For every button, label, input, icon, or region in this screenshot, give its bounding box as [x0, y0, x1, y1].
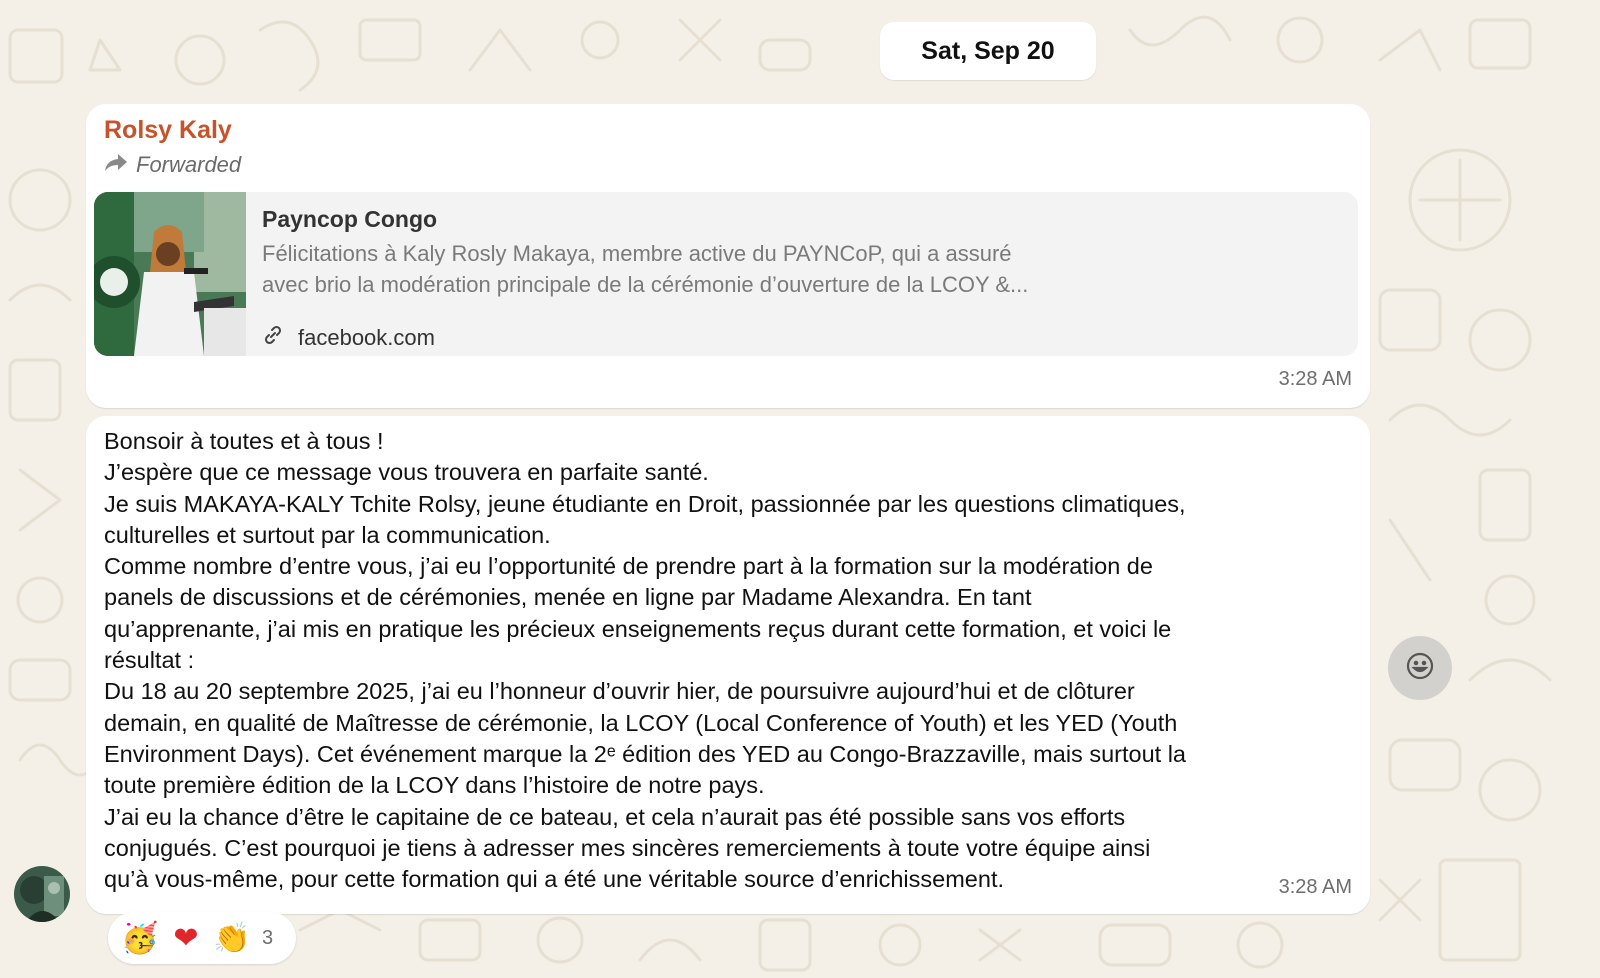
message-timestamp: 3:28 AM	[1278, 368, 1352, 390]
link-preview-card[interactable]	[94, 192, 1358, 356]
message-line: Environment Days). Cet événement marque la 2ᵉ édition des YED au Congo-Brazzaville, mais surtout la	[104, 740, 1186, 767]
message-line: J’espère que ce message vous trouvera en parfaite santé.	[104, 459, 709, 486]
message-bubble-forwarded[interactable]	[86, 104, 1370, 408]
sender-name[interactable]: Rolsy Kaly	[104, 116, 232, 144]
message-line: conjugués. C’est pourquoi je tiens à adresser mes sincères remerciements à toute votre équipe ainsi	[104, 834, 1151, 861]
forwarded-label	[104, 152, 241, 178]
link-preview-thumbnail	[94, 192, 246, 356]
forwarded-text: Forwarded	[136, 152, 242, 177]
message-line: Je suis MAKAYA-KALY Tchite Rolsy, jeune étudiante en Droit, passionnée par les questions climatiques,	[104, 490, 1186, 517]
message-line: qu’apprenante, j’ai mis en pratique les précieux enseignements reçus durant cette formation, et voici le	[104, 615, 1172, 642]
message-line: Comme nombre d’entre vous, j’ai eu l’opportunité de prendre part à la formation sur la modération de	[104, 553, 1153, 580]
forward-arrow-icon	[104, 152, 128, 178]
message-line: toute première édition de la LCOY dans l’histoire de notre pays.	[104, 772, 765, 799]
message-line: Du 18 au 20 septembre 2025, j’ai eu l’honneur d’ouvrir hier, de poursuivre aujourd’hui et de clôturer	[104, 678, 1135, 705]
sender-avatar[interactable]	[14, 866, 70, 922]
reaction-count: 3	[262, 926, 274, 949]
link-description-line: avec brio la modération principale de la cérémonie d’ouverture de la LCOY &...	[262, 272, 1029, 297]
party-face-reaction: 🥳	[121, 920, 159, 956]
date-separator: Sat, Sep 20	[880, 22, 1096, 80]
message-line: résultat :	[104, 647, 195, 674]
link-description-line: Félicitations à Kaly Rosly Makaya, membre active du PAYNCoP, qui a assuré	[262, 241, 1012, 266]
message-line: qu’à vous-même, pour cette formation qui a été une véritable source d’enrichissement.	[104, 866, 1004, 893]
link-icon	[262, 324, 284, 352]
message-line: panels de discussions et de cérémonies, menée en ligne par Madame Alexandra. En tant	[104, 584, 1032, 611]
message-bubble-text[interactable]	[86, 416, 1370, 914]
clapping-hands-reaction: 👏	[213, 920, 251, 956]
message-text	[104, 426, 1186, 895]
message-timestamp: 3:28 AM	[1278, 876, 1352, 898]
link-preview-domain-row[interactable]	[262, 324, 435, 352]
message-line: J’ai eu la chance d’être le capitaine de ce bateau, et cela n’aurait pas été possible sans vos efforts	[104, 803, 1126, 830]
message-line: Bonsoir à toutes et à tous !	[104, 428, 384, 454]
message-line: demain, en qualité de Maîtresse de cérémonie, la LCOY (Local Conference of Youth) et les YED (Youth	[104, 709, 1178, 736]
reactions-pill[interactable]	[108, 912, 296, 964]
link-preview-description	[262, 238, 1162, 300]
link-domain[interactable]: facebook.com	[298, 325, 435, 350]
smiley-icon	[1403, 649, 1437, 688]
heart-reaction: ❤	[173, 920, 199, 956]
link-preview-title: Payncop Congo	[262, 206, 438, 232]
add-reaction-button[interactable]	[1388, 636, 1452, 700]
message-line: culturelles et surtout par la communication.	[104, 521, 551, 548]
